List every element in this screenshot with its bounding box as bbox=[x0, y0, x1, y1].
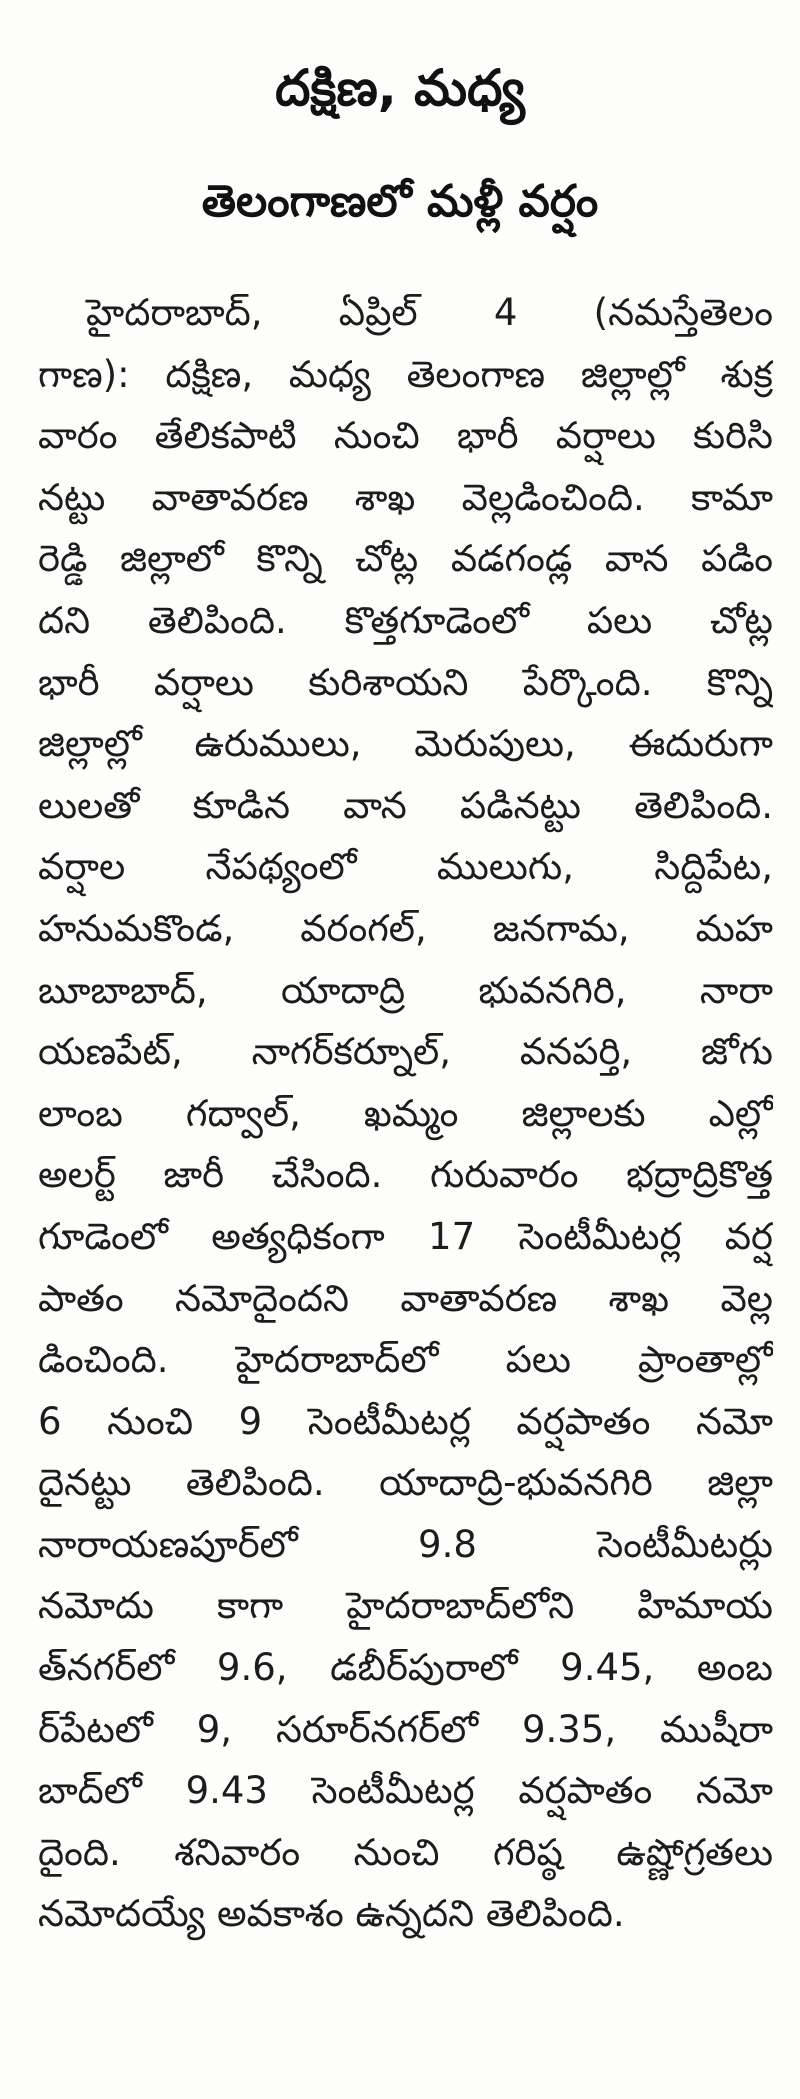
body-line: రెడ్డి జిల్లాలో కొన్ని చోట్ల వడగండ్ల వాన పడిం bbox=[38, 537, 773, 581]
body-line: పాతం నమోదైందని వాతావరణ శాఖ వెల్ల bbox=[38, 1276, 773, 1320]
body-line: దని తెలిపింది. కొత్తగూడెంలో పలు చోట్ల bbox=[38, 598, 773, 642]
body-line: లులతో కూడిన వాన పడినట్టు తెలిపింది. bbox=[38, 783, 773, 827]
body-line: బాద్‌లో 9.43 సెంటీమీటర్ల వర్షపాతం నమో bbox=[38, 1769, 773, 1813]
body-line: 6 నుంచి 9 సెంటీమీటర్ల వర్షపాతం నమో bbox=[38, 1399, 773, 1443]
body-line: నమోదయ్యే అవకాశం ఉన్నదని తెలిపింది. bbox=[38, 1892, 625, 1936]
body-line: భారీ వర్షాలు కురిశాయని పేర్కొంది. కొన్ని bbox=[38, 660, 773, 704]
article-body bbox=[38, 282, 773, 1945]
body-line: లాంబ గద్వాల్, ఖమ్మం జిల్లాలకు ఎల్లో bbox=[38, 1091, 773, 1135]
body-line: నమోదు కాగా హైదరాబాద్‌లోని హిమాయ bbox=[38, 1584, 773, 1628]
body-line: త్‌నగర్‌లో 9.6, డబీర్‌పురాలో 9.45, అంబ bbox=[38, 1646, 773, 1690]
body-line: గాణ): దక్షిణ, మధ్య తెలంగాణ జిల్లాల్లో శుక్ర bbox=[38, 352, 773, 396]
body-line: యణపేట్, నాగర్‌కర్నూల్, వనపర్తి, జోగు bbox=[38, 1030, 773, 1074]
body-line: బూబాబాద్, యాదాద్రి భువనగిరి, నారా bbox=[38, 968, 773, 1012]
body-line: డించింది. హైదరాబాద్‌లో పలు ప్రాంతాల్లో bbox=[38, 1338, 773, 1382]
body-line: జిల్లాల్లో ఉరుములు, మెరుపులు, ఈదురుగా bbox=[38, 722, 773, 766]
headline-line-1: దక్షిణ, మధ్య bbox=[275, 59, 525, 117]
body-line: హైదరాబాద్, ఏప్రిల్ 4 (నమస్తేతెలం bbox=[86, 291, 773, 334]
body-line: వర్షాల నేపథ్యంలో ములుగు, సిద్దిపేట, bbox=[38, 845, 773, 889]
body-line: నారాయణపూర్‌లో 9.8 సెంటీమీటర్లు bbox=[38, 1522, 773, 1566]
body-line: నట్టు వాతావరణ శాఖ వెల్లడించింది. కామా bbox=[38, 475, 773, 519]
headline-line-2: తెలంగాణలో మళ్లీ వర్షం bbox=[201, 176, 599, 227]
body-line: గూడెంలో అత్యధికంగా 17 సెంటీమీటర్ల వర్ష bbox=[38, 1214, 773, 1258]
body-line: ర్‌పేటలో 9, సరూర్‌నగర్‌లో 9.35, ముషీరా bbox=[38, 1707, 773, 1751]
body-line: హనుమకొండ, వరంగల్, జనగామ, మహ bbox=[38, 906, 773, 950]
body-line: అలర్ట్ జారీ చేసింది. గురువారం భద్రాద్రికొత్త bbox=[38, 1153, 773, 1197]
body-line: దైంది. శనివారం నుంచి గరిష్ఠ ఉష్ణోగ్రతలు bbox=[38, 1830, 773, 1874]
body-line: వారం తేలికపాటి నుంచి భారీ వర్షాలు కురిసి bbox=[38, 414, 773, 458]
body-line: దైనట్టు తెలిపింది. యాదాద్రి-భువనగిరి జిల్లా bbox=[38, 1461, 773, 1505]
